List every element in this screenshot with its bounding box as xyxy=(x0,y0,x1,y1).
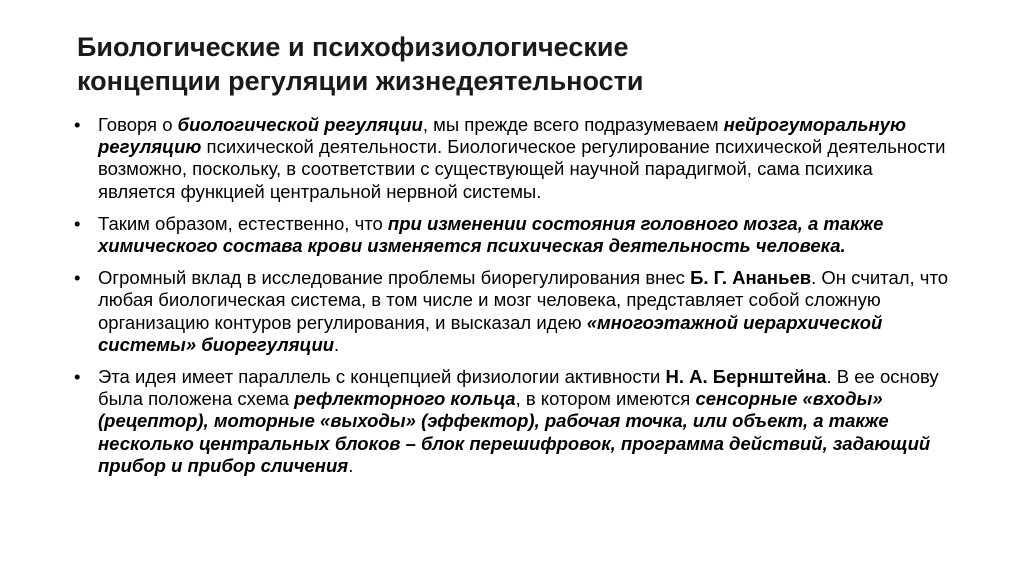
bullet-marker: • xyxy=(74,114,81,135)
emphasis-text: сенсорные «входы» (рецептор), моторные «выходы» (эффектор), рабочая точка, или объект, а также несколько центральных блоков – блок перешифровок, программа действий, задающий прибор и прибор сличения xyxy=(98,388,931,476)
bullet-marker: • xyxy=(74,366,81,388)
bullet-item-2 xyxy=(74,213,954,257)
emphasis-text: нейрогуморальную регуляцию xyxy=(98,114,906,158)
emphasis-text: рефлекторного кольца xyxy=(294,388,516,410)
emphasis-text: биологической регуляции xyxy=(177,114,423,135)
text: , в котором имеются xyxy=(515,388,696,410)
text: . Он считал, что любая биологическая система, в том числе и мозг человека, представляет собой сложную организацию контуров регулирования, и высказал идею xyxy=(98,267,949,333)
author-name: Б. Г. Ананьев xyxy=(690,267,812,289)
bullet-marker: • xyxy=(74,267,81,289)
author-name: Н. А. Бернштейна xyxy=(665,366,827,388)
emphasis-text: «многоэтажной иерархической системы» биорегуляции xyxy=(98,311,883,355)
emphasis-text: при изменении состояния головного мозга, а также химического состава крови изменяется психическая деятельность человека. xyxy=(98,212,884,257)
bullet-marker: • xyxy=(74,212,81,234)
slide-title xyxy=(77,30,977,98)
bullet-item-3 xyxy=(74,267,954,356)
text: Таким образом, естественно, что xyxy=(98,212,388,234)
title-line-2: концепции регуляции жизнедеятельности xyxy=(77,66,644,96)
text: , мы прежде всего подразумеваем xyxy=(422,114,724,135)
text: . В ее основу была положена схема xyxy=(98,366,939,410)
title-line-1: Биологические и психофизиологические xyxy=(77,32,629,62)
text: Огромный вклад в исследование проблемы биорегулирования внес xyxy=(98,267,691,289)
bullet-item-1 xyxy=(74,114,954,203)
text: . xyxy=(348,454,354,476)
text: . xyxy=(334,333,340,355)
text: психической деятельности. Биологическое регулирование психической деятельности возможно, поскольку, в соответствии с существующей научной парадигмой, сама психика является функцией центральной нервной системы. xyxy=(98,136,946,202)
bullet-item-4 xyxy=(74,366,954,477)
bullet-list xyxy=(74,114,954,477)
text: Эта идея имеет параллель с концепцией физиологии активности xyxy=(98,366,666,388)
text: Говоря о xyxy=(98,114,178,135)
